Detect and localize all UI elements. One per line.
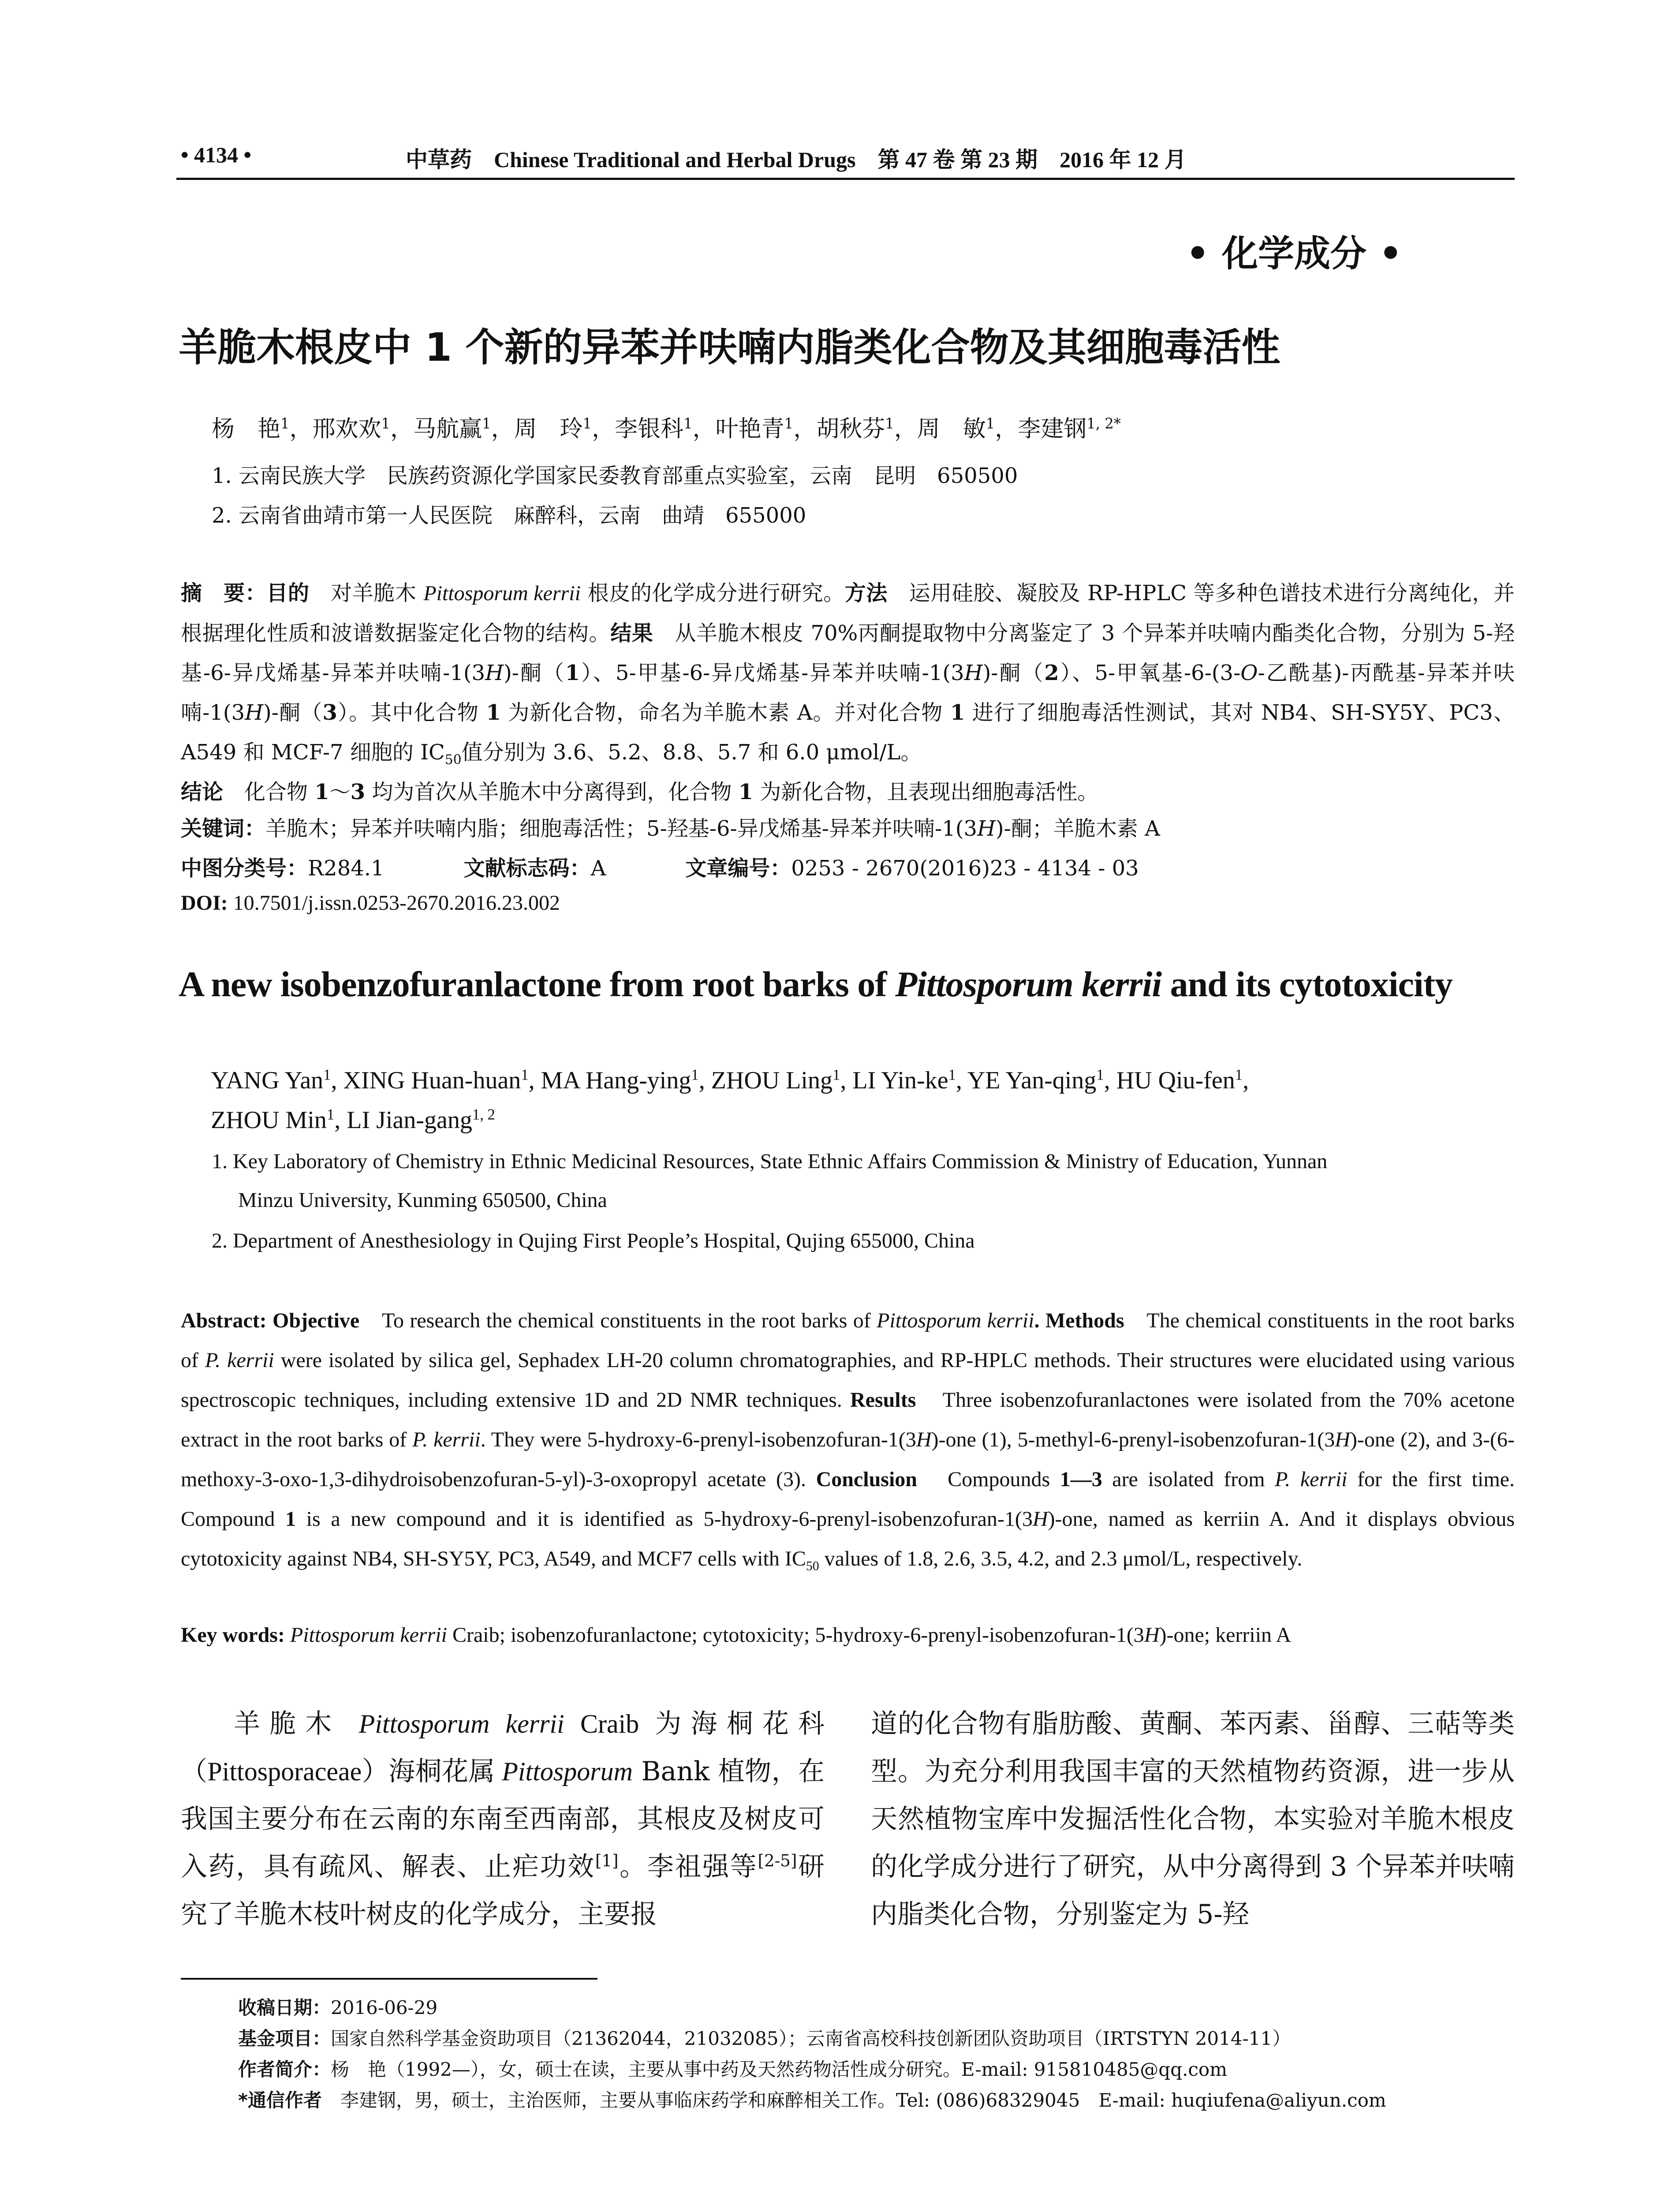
- body-column-right: 道的化合物有脂肪酸、黄酮、苯丙素、甾醇、三萜等类型。为充分利用我国丰富的天然植物药资源，进一步从天然植物宝库中发掘活性化合物，本实验对羊脆木根皮的化学成分进行了研究，从中分离得到 3 个异苯并呋喃内脂类化合物，分别鉴定为 5-羟: [871, 1708, 1515, 1930]
- genus-name: Pittosporum: [502, 1757, 633, 1786]
- author-affil-mark: 1: [1235, 1066, 1243, 1084]
- conclusion-text: 化合物: [223, 780, 315, 804]
- author-affil-mark: 1: [323, 1066, 331, 1084]
- author-affil-mark: 1: [784, 415, 794, 432]
- author-affil-mark: 1: [832, 1066, 840, 1084]
- species-name: Pittosporum kerrii: [423, 582, 581, 605]
- conclusion-text: )-one, named as kerriin A. And it displays obvious cytotoxicity against NB4, SH-SY5Y, PC3, A549, and MCF7 cells with IC: [181, 1507, 1515, 1570]
- body-text: Bank 植物，在我国主要分布在云南的东南至西南部，其根皮及树皮可入药，具有疏风、解表、止疟功效: [181, 1756, 825, 1882]
- author-name: ZHOU Min: [211, 1106, 327, 1134]
- results-text: ）。其中化合物: [337, 700, 486, 725]
- methods-text: were isolated by silica gel, Sephadex LH-20 column chromatographies, and RP-HPLC methods. Their structures were elucidated using various spectroscopic techniques, including extensive 1D and 2D NMR techniques.: [181, 1349, 1515, 1412]
- keywords-text: 羊脆木；异苯并呋喃内脂；细胞毒活性；5-羟基-6-异戊烯基-异苯并呋喃-1(3: [265, 816, 977, 841]
- conclusion-text: is a new compound and it is identified as 5-hydroxy-6-prenyl-isobenzofuran-1(3: [296, 1507, 1033, 1531]
- objective-text: To research the chemical constituents in the root barks of: [359, 1309, 877, 1332]
- running-header: [181, 142, 1515, 177]
- page-number: • 4134 •: [181, 142, 252, 167]
- author-name: , YE Yan-qing: [956, 1067, 1097, 1094]
- species-name: P. kerrii: [1275, 1468, 1348, 1491]
- chinese-affiliation-1: 1. 云南民族大学 民族药资源化学国家民委教育部重点实验室，云南 昆明 650500: [212, 463, 1018, 488]
- results-text: 从羊脆木根皮 70%丙酮提取物中分离鉴定了 3 个异苯并呋喃内酯类化合物，分别为 5-羟基-6-异戊烯基-异苯并呋喃-1(3: [181, 621, 1515, 685]
- results-text: )-酮（: [982, 661, 1045, 685]
- results-text: . They were 5-hydroxy-6-prenyl-isobenzofuran-1(3: [480, 1428, 916, 1451]
- footnote-label: 收稿日期：: [238, 1997, 331, 2018]
- author-name: ，周 玲: [491, 416, 583, 442]
- author-affil-mark: 1: [582, 415, 592, 432]
- author-name: , ZHOU Ling: [698, 1067, 833, 1094]
- results-text: Three isobenzofuranlactones were isolated from the 70% acetone extract in the root barks of: [181, 1388, 1515, 1451]
- footnote-fund: [238, 2024, 1291, 2051]
- author-affil-mark: 1: [280, 415, 290, 432]
- doccode-label: 文献标志码：: [463, 856, 591, 881]
- species-name: P. kerrii: [412, 1428, 481, 1451]
- body-column-left: [181, 1700, 825, 1938]
- author-list-rest: [290, 416, 1121, 442]
- conclusion-text: are isolated from: [1102, 1468, 1275, 1491]
- footnote-text: 2016-06-29: [331, 1997, 438, 2018]
- footnote-label: 作者简介：: [238, 2059, 331, 2080]
- results-text: ）、5-甲基-6-异戊烯基-异苯并呋喃-1(3: [580, 661, 964, 685]
- results-text: ）、5-甲氧基-6-(3-: [1059, 661, 1241, 685]
- chinese-affiliation-2: 2. 云南省曲靖市第一人民医院 麻醉科，云南 曲靖 655000: [212, 503, 806, 528]
- results-text: )-酮（: [504, 661, 565, 685]
- english-abstract: Abstract: Objective To research the chemical constituents in the root barks of Pittosporum kerrii. Methods The chemical constituents in the root barks of P. kerrii were isolated by silica gel, Sephadex LH-20 column chromatographies, and RP-HPLC methods. Their structures were elucidated using various spectroscopic techniques, including extensive 1D and 2D NMR techniques. Results Three isobenzofuranlactones were isolated from the 70% acetone extract in the root barks of P. kerrii. They were 5-hydroxy-6-prenyl-isobenzofuran-1(3H)-one (1), 5-methyl-6-prenyl-isobenzofuran-1(3H)-one (2), and 3-(6-methoxy-3-oxo-1,3-dihydroisobenzofuran-5-yl)-3-oxopropyl acetate (3). Conclusion Compounds 1—3 are isolated from P. kerrii for the first time. Compound 1 is a new compound and it is identified as 5-hydroxy-6-prenyl-isobenzofuran-1(3H)-one, named as kerriin A. And it displays obvious cytotoxicity against NB4, SH-SY5Y, PC3, A549, and MCF7 cells with $IC_{50}$ values of 1.8, 2.6, 3.5, 4.2, and 2.3 μmol/L, respectively.: [181, 1309, 1515, 1573]
- title-text: A new isobenzofuranlactone from root barks of: [179, 964, 896, 1004]
- author-name: ，邢欢欢: [289, 416, 381, 442]
- species-name: Pittosporum kerrii: [284, 1623, 447, 1647]
- abstract-label: 摘 要：: [181, 581, 267, 605]
- author-name: , LI Jian-gang: [334, 1106, 472, 1134]
- author-name: 杨 艳: [212, 416, 281, 442]
- author-name: YANG Yan: [211, 1067, 324, 1094]
- objective-label: 目的: [266, 581, 310, 605]
- author-name: ，李建钢: [995, 416, 1087, 442]
- results-text: 为新化合物，命名为羊脆木素 A。并对化合物: [500, 700, 950, 725]
- article-no-value: 0253 - 2670(2016)23 - 4134 - 03: [791, 856, 1139, 881]
- english-authors: YANG Yan$^1$, XING Huan-huan$^1$, MA Hang-ying$^1$, ZHOU Ling$^1$, LI Yin-$ke^1$, YE Yan-qing$^1$, HU Qiu-fen$^1$, ZHOU Min$^1$, LI Jian-gang$^{1, 2}$: [211, 1066, 1249, 1134]
- author-affil-mark: 1: [683, 415, 693, 432]
- affiliation-text: 1. Key Laboratory of Chemistry in Ethnic Medicinal Resources, State Ethnic Affairs Commission & Ministry of Education, Yunnan: [212, 1150, 1328, 1173]
- footnote-received: [238, 1993, 437, 2020]
- author-affil-mark: 1: [326, 1106, 335, 1123]
- conclusion-text: values of 1.8, 2.6, 3.5, 4.2, and 2.3 μmol/L, respectively.: [819, 1547, 1303, 1570]
- species-name: P. kerrii: [205, 1349, 274, 1372]
- results-text: 进行了细胞毒活性测试，其对 NB4、SH-SY5Y、PC3、A549 和 MCF-7 细胞的 IC: [181, 700, 1515, 765]
- results-text: )-one (1), 5-methyl-6-prenyl-isobenzofuran-1(3: [931, 1428, 1335, 1451]
- footnote-label: *通信作者: [238, 2089, 322, 2111]
- english-affiliation-2: 2. Department of Anesthesiology in Qujing First People’s Hospital, Qujing 655000, China: [212, 1229, 975, 1252]
- author-affil-mark: 1: [986, 415, 995, 432]
- body-text: 羊脆木: [234, 1708, 359, 1739]
- keywords-label: Key words:: [181, 1623, 285, 1647]
- footnote-text: 国家自然科学基金资助项目（21362044，21032085）；云南省高校科技创新团队资助项目（IRTSTYN 2014-11）: [331, 2028, 1291, 2049]
- doi-line: [181, 891, 560, 915]
- chinese-title: 羊脆木根皮中 1 个新的异苯并呋喃内脂类化合物及其细胞毒活性: [179, 325, 1281, 370]
- conclusion-text: 均为首次从羊脆木中分离得到，化合物: [365, 780, 739, 804]
- clc-value: R284.1: [308, 856, 385, 881]
- author-affil-mark: 1, 2: [472, 1106, 495, 1123]
- journal-info: 中草药 Chinese Traditional and Herbal Drugs 第 47 卷 第 23 期 2016 年 12 月: [406, 147, 1187, 172]
- keywords-text: )-one; kerriin A: [1159, 1623, 1292, 1647]
- author-affil-mark: 1: [948, 1066, 956, 1084]
- methods-label: 方法: [844, 581, 888, 605]
- body-text: Craib 为海桐花科（Pittosporaceae）海桐花属: [181, 1709, 825, 1786]
- citation-ref[interactable]: [1]: [595, 1851, 619, 1870]
- chinese-authors: [212, 410, 1121, 443]
- conclusion-text: 为新化合物，且表现出细胞毒活性。: [753, 780, 1099, 804]
- clc-label: 中图分类号：: [181, 856, 308, 881]
- results-label: 结果: [610, 621, 653, 646]
- title-species: Pittosporum kerrii: [895, 964, 1162, 1004]
- author-affil-mark: 1: [381, 415, 391, 432]
- methods-text: 运用硅胶、凝胶及 RP-HPLC 等多种色谱技术进行分离纯化，并根据理化性质和波谱数据鉴定化合物的结构。: [181, 581, 1515, 646]
- conclusion-label: Conclusion: [816, 1468, 917, 1491]
- author-name: ，李银科: [592, 416, 684, 442]
- abstract-label: Abstract: Objective: [181, 1309, 360, 1332]
- author-name: ，周 敏: [894, 416, 986, 442]
- species-name: Pittosporum kerrii: [877, 1309, 1034, 1332]
- keywords-label: 关键词：: [181, 816, 266, 841]
- author-name: , LI Yin-ke: [840, 1067, 948, 1094]
- objective-text: 根皮的化学成分进行研究。: [580, 581, 845, 605]
- footnote-rule: [181, 1978, 597, 1980]
- results-text: -乙酰基)-丙酰基-异苯并呋喃-1(3: [181, 661, 1515, 725]
- classification-line: [181, 851, 1139, 882]
- english-keywords: Key words: Pittosporum kerrii Craib; isobenzofuranlactone; cytotoxicity; 5-hydroxy-6-prenyl-isobenzofuran-1(3H)-one; kerriin A: [181, 1623, 1292, 1647]
- chinese-keywords: 关键词：羊脆木；异苯并呋喃内脂；细胞毒活性；5-羟基-6-异戊烯基-异苯并呋喃-1(3H)-酮；羊脆木素 A: [181, 816, 1160, 841]
- section-tag: • 化学成分 •: [1186, 232, 1402, 275]
- results-label: Results: [850, 1388, 916, 1412]
- author-name: , HU Qiu-fen: [1104, 1067, 1235, 1094]
- title-text: and its cytotoxicity: [1161, 964, 1452, 1004]
- english-affiliation-1: [212, 1142, 1515, 1220]
- author-name: ，叶艳青: [692, 416, 784, 442]
- author-name: ，马航赢: [390, 416, 482, 442]
- footnote-corresponding: [238, 2086, 1386, 2112]
- author-affil-mark: 1, 2*: [1086, 415, 1121, 432]
- author-affil-mark: 1: [521, 1066, 529, 1084]
- footnote-label: 基金项目：: [238, 2028, 331, 2049]
- author-name: , XING Huan-huan: [331, 1067, 521, 1094]
- body-text: 研究了羊脆木枝叶树皮的化学成分，主要报: [181, 1851, 825, 1930]
- keywords-text: Craib; isobenzofuranlactone; cytotoxicity; 5-hydroxy-6-prenyl-isobenzofuran-1(3: [447, 1623, 1144, 1647]
- article-no-label: 文章编号：: [685, 856, 791, 881]
- chinese-abstract: 摘 要：目的 对羊脆木 Pittosporum kerrii 根皮的化学成分进行研究。方法 运用硅胶、凝胶及 RP-HPLC 等多种色谱技术进行分离纯化，并根据理化性质和波谱数据鉴定化合物的结构。结果 从羊脆木根皮 70%丙酮提取物中分离鉴定了 3 个异苯并呋喃内酯类化合物，分别为 5-羟基-6-异戊烯基-异苯并呋喃-1(3H)-酮（1）、5-甲基-6-异戊烯基-异苯并呋喃-1(3H)-酮（2）、5-甲氧基-6-(3-O-乙酰基)-丙酰基-异苯并呋喃-1(3H)-酮（3）。其中化合物 1 为新化合物，命名为羊脆木素 A。并对化合物 1 进行了细胞毒活性测试，其对 NB4、SH-SY5Y、PC3、A549 和 MCF-7 细胞的 $IC_{50}$值分别为 3.6、5.2、8.8、5.7 和 6.0 μmol/L。 结论 化合物 1～3 均为首次从羊脆木中分离得到，化合物 1 为新化合物，且表现出细胞毒活性。: [181, 581, 1515, 804]
- author-name: , MA Hang-ying: [528, 1067, 691, 1094]
- conclusion-text: for the first time. Compound: [181, 1468, 1515, 1531]
- header-rule: [176, 178, 1515, 180]
- doccode-value: A: [590, 856, 606, 881]
- author-affil-mark: 1: [691, 1066, 699, 1084]
- methods-text: The chemical constituents in the root barks of: [181, 1309, 1515, 1372]
- keywords-text: )-酮；羊脆木素 A: [995, 816, 1160, 841]
- footnote-text: 李建钢，男，硕士，主治医师，主要从事临床药学和麻醉相关工作。Tel: (086)68329045 E-mail: huqiufena@aliyun.com: [321, 2089, 1386, 2111]
- citation-ref[interactable]: [2-5]: [758, 1851, 797, 1870]
- results-text: 值分别为 3.6、5.2、8.8、5.7 和 6.0 μmol/L。: [461, 740, 922, 765]
- species-name: Pittosporum kerrii: [358, 1709, 564, 1738]
- results-text: )-one (2), and 3-(6-methoxy-3-oxo-1,3-dihydroisobenzofuran-5-yl)-3-oxopropyl acetate (3).: [181, 1428, 1515, 1491]
- author-affil-mark: 1: [885, 415, 894, 432]
- footnote-text: 杨 艳（1992—），女，硕士在读，主要从事中药及天然药物活性成分研究。E-mail: 915810485@qq.com: [331, 2059, 1228, 2080]
- conclusion-text: Compounds: [917, 1468, 1060, 1491]
- author-affil-mark: 1: [482, 415, 491, 432]
- english-title: [179, 964, 1452, 1005]
- objective-text: 对羊脆木: [309, 581, 424, 605]
- doi-value[interactable]: 10.7501/j.issn.0253-2670.2016.23.002: [228, 891, 560, 915]
- methods-label: . Methods: [1034, 1309, 1124, 1332]
- affiliation-text: Minzu University, Kunming 650500, China: [238, 1188, 607, 1212]
- doi-label: DOI:: [181, 891, 228, 915]
- author-name: ，胡秋芬: [793, 416, 885, 442]
- conclusion-label: 结论: [181, 780, 224, 804]
- footnote-author: [238, 2055, 1227, 2082]
- results-text: )-酮（: [263, 700, 323, 725]
- body-text: 。李祖强等: [618, 1851, 758, 1882]
- compound-range: 1—3: [1060, 1468, 1102, 1491]
- author-affil-mark: 1: [1096, 1066, 1104, 1084]
